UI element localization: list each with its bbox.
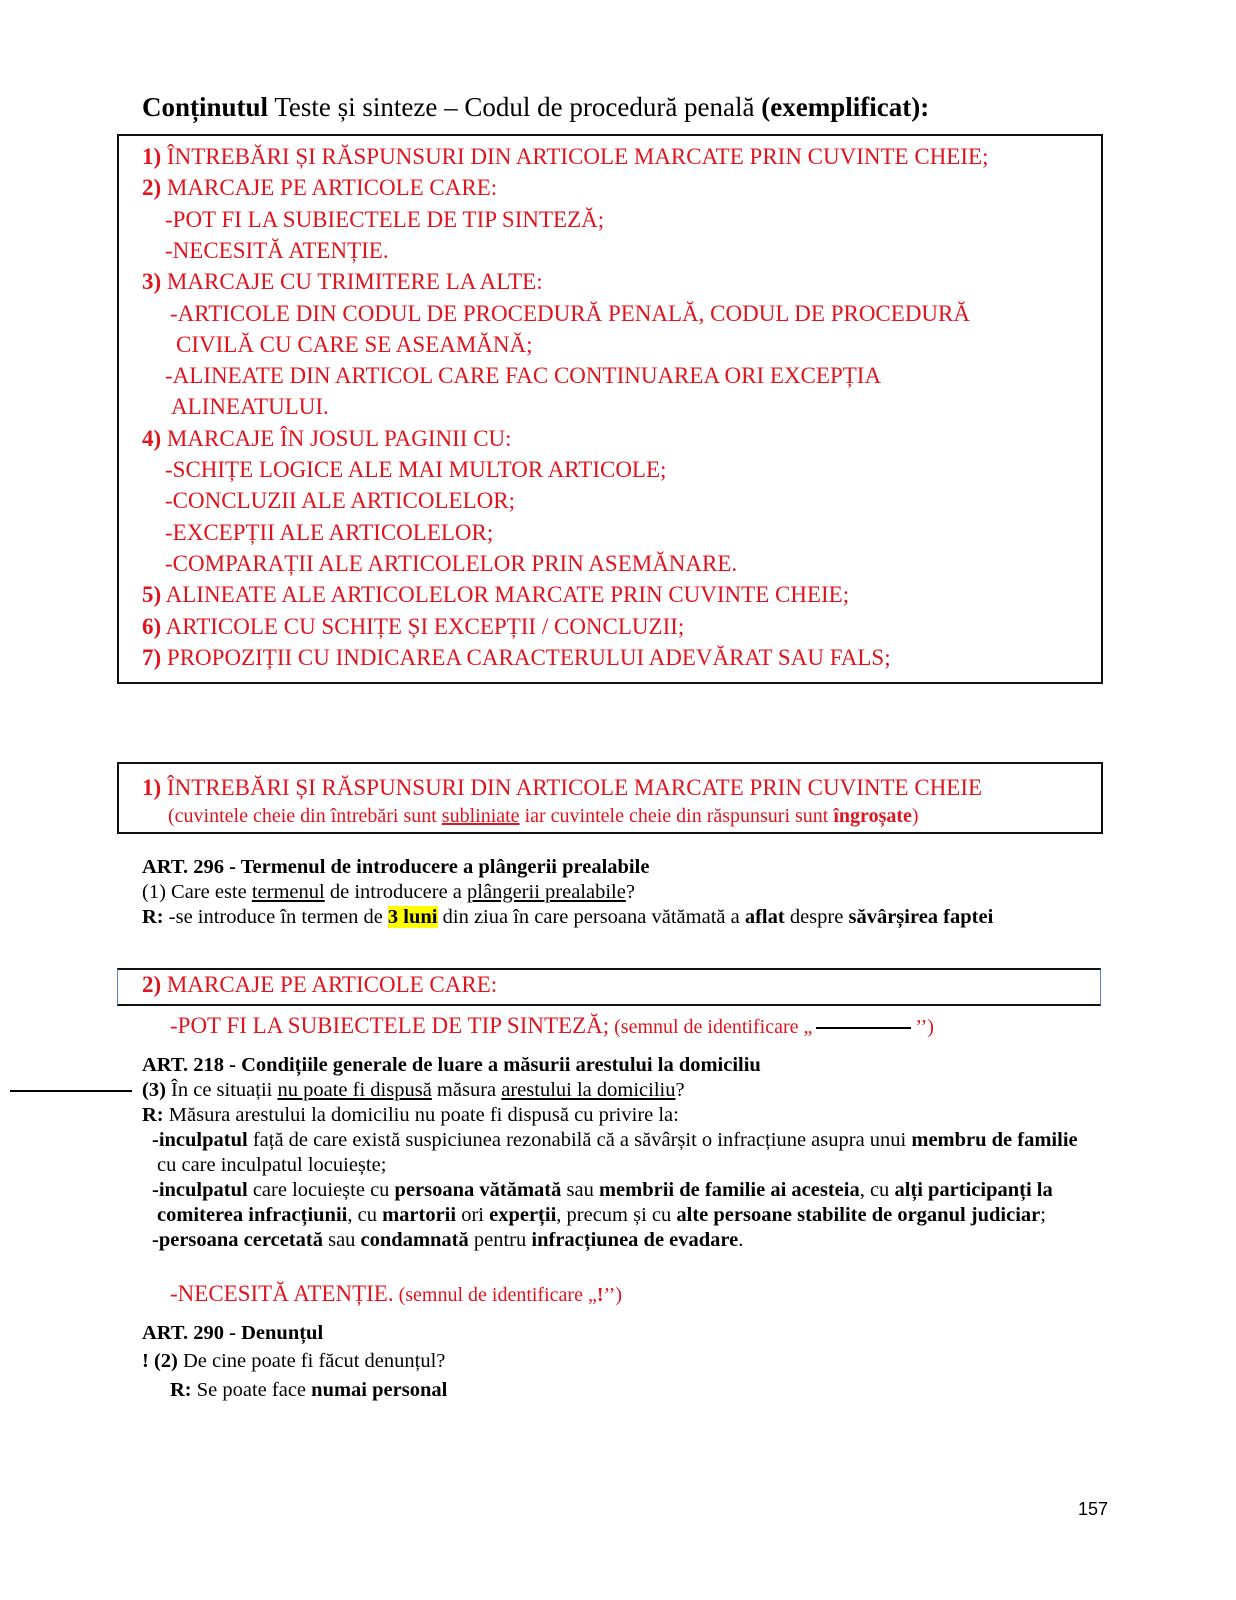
exclamation-marker-icon: ! <box>596 1284 604 1306</box>
article-296-title: ART. 296 - Termenul de introducere a plângerii prealabile <box>142 856 650 878</box>
answer-text: sau <box>322 1229 361 1251</box>
summary-item <box>165 456 666 484</box>
answer-text: Se poate face <box>191 1379 312 1401</box>
summary-item-text: -SCHIȚE LOGICE ALE MAI MULTOR ARTICOLE; <box>165 457 667 482</box>
answer-text: sau <box>561 1179 599 1201</box>
answer-bullet-1 <box>152 1128 1078 1153</box>
q-text: (1) Care este <box>142 881 252 903</box>
summary-item <box>165 519 493 547</box>
summary-item-num: 6) <box>142 613 162 639</box>
summary-item-text: CIVILĂ CU CARE SE ASEAMĂNĂ; <box>176 331 533 357</box>
summary-item-text: -CONCLUZII ALE ARTICOLELOR; <box>165 488 515 514</box>
answer-text: ori <box>456 1204 490 1226</box>
sub2-note: ’’) <box>603 1284 622 1306</box>
answer-keyword: alte persoane stabilite de organul judiciar <box>676 1204 1041 1226</box>
title-bold-prefix: Conținutul <box>142 92 269 122</box>
section2-sub1 <box>170 1012 934 1041</box>
answer-text: despre <box>784 906 849 928</box>
summary-item-text: ARTICOLE CU SCHIȚE ȘI EXCEPȚII / CONCLUZII; <box>161 613 685 639</box>
summary-item <box>142 425 512 453</box>
summary-item <box>142 581 849 609</box>
summary-item <box>142 143 988 171</box>
title-bold-suffix: (exemplificat): <box>761 92 930 122</box>
answer-keyword: -inculpatul <box>152 1179 248 1201</box>
q-num: (3) <box>142 1079 166 1101</box>
q-text: De cine poate fi făcut denunțul? <box>177 1350 446 1372</box>
summary-item-text: -EXCEPȚII ALE ARTICOLELOR; <box>165 519 494 545</box>
answer-keyword: experții <box>489 1204 557 1226</box>
summary-item <box>176 331 533 359</box>
q-text: ? <box>675 1079 685 1101</box>
q-keyword: termenul <box>251 881 325 903</box>
summary-item <box>165 550 737 578</box>
summary-item-num: 3) <box>142 269 162 295</box>
article-296-answer <box>142 905 993 930</box>
synthesis-marker-line <box>10 1090 132 1092</box>
sub1-note: (semnul de identificare „ <box>609 1016 813 1038</box>
answer-keyword: numai personal <box>311 1379 448 1401</box>
page-title <box>142 92 929 123</box>
sub1-note: ’’) <box>915 1016 934 1038</box>
answer-keyword: martorii <box>382 1204 457 1226</box>
summary-item <box>142 268 543 296</box>
note-text: (cuvintele cheie din întrebări sunt <box>168 805 442 827</box>
note-underlined: subliniate <box>441 805 520 827</box>
summary-item-num: 2) <box>142 175 162 201</box>
answer-keyword: condamnată <box>360 1229 469 1251</box>
summary-item <box>165 362 881 390</box>
answer-keyword: alți participanți la <box>894 1179 1053 1201</box>
answer-keyword: săvârșirea faptei <box>848 906 994 928</box>
sub2-note: (semnul de identificare „ <box>393 1284 597 1306</box>
answer-bullet-2-cont <box>157 1203 1046 1228</box>
article-218-title: ART. 218 - Condițiile generale de luare a măsurii arestului la domiciliu <box>142 1054 761 1076</box>
answer-text: , cu <box>347 1204 383 1226</box>
answer-text: Măsura arestului la domiciliu nu poate fi dispusă cu privire la: <box>163 1104 679 1126</box>
summary-item-text: MARCAJE ÎN JOSUL PAGINII CU: <box>161 425 512 451</box>
answer-highlight: 3 luni <box>387 906 438 928</box>
dash-marker-icon <box>816 1027 911 1029</box>
summary-item-text: -COMPARAȚII ALE ARTICOLELOR PRIN ASEMĂNARE. <box>165 550 738 576</box>
summary-item-num: 1) <box>142 144 162 169</box>
answer-keyword: comiterea infracțiunii <box>157 1204 348 1226</box>
answer-label: R: <box>170 1379 192 1401</box>
q-text: ? <box>625 881 635 903</box>
q-text: de introducere a <box>324 881 468 903</box>
q-text: măsura <box>431 1079 502 1101</box>
article-218-answer-intro <box>142 1103 679 1128</box>
summary-item-num: 7) <box>142 644 162 670</box>
summary-item <box>165 206 604 234</box>
summary-item-text: -POT FI LA SUBIECTELE DE TIP SINTEZĂ; <box>165 206 605 232</box>
summary-item-text: ÎNTREBĂRI ȘI RĂSPUNSURI DIN ARTICOLE MARCATE PRIN CUVINTE CHEIE; <box>161 144 989 169</box>
title-middle: Teste și sinteze – Codul de procedură penală <box>268 92 762 122</box>
answer-text: din ziua în care persoana vătămată a <box>437 906 745 928</box>
summary-item-text: MARCAJE PE ARTICOLE CARE: <box>161 175 498 201</box>
answer-keyword: -persoana cercetată <box>152 1229 323 1251</box>
summary-item <box>171 393 329 421</box>
summary-item-text: ALINEATE ALE ARTICOLELOR MARCATE PRIN CUVINTE CHEIE; <box>161 582 850 608</box>
sub1-text: -POT FI LA SUBIECTELE DE TIP SINTEZĂ; <box>170 1013 610 1038</box>
section2-num: 2) <box>142 972 162 997</box>
page-number: 157 <box>1078 1499 1109 1519</box>
summary-item-text: -ALINEATE DIN ARTICOL CARE FAC CONTINUAREA ORI EXCEPȚIA <box>165 363 882 389</box>
summary-item-text: PROPOZIȚII CU INDICAREA CARACTERULUI ADEVĂRAT SAU FALS; <box>161 644 891 670</box>
summary-item-num: 4) <box>142 425 162 451</box>
answer-text: pentru <box>468 1229 532 1251</box>
summary-item <box>142 644 891 672</box>
q-text: În ce situații <box>165 1079 278 1101</box>
note-text: iar cuvintele cheie din răspunsuri sunt <box>519 805 834 827</box>
summary-item <box>142 174 497 202</box>
answer-bullet-1-cont: cu care inculpatul locuiește; <box>157 1154 387 1176</box>
answer-bullet-2 <box>152 1178 1053 1203</box>
answer-text: care locuiește cu <box>247 1179 395 1201</box>
answer-keyword: membru de familie <box>911 1129 1078 1151</box>
article-296-question <box>142 880 635 905</box>
answer-label: R: <box>142 1104 164 1126</box>
answer-text: ; <box>1040 1204 1046 1226</box>
sub2-text: -NECESITĂ ATENȚIE. <box>170 1281 394 1306</box>
summary-item <box>165 237 389 265</box>
answer-keyword: membrii de familie ai acesteia <box>598 1179 860 1201</box>
q-keyword: arestului la domiciliu <box>501 1079 676 1101</box>
answer-keyword: persoana vătămată <box>394 1179 562 1201</box>
section1-note <box>168 802 919 830</box>
answer-text: . <box>738 1229 744 1251</box>
answer-text: față de care există suspiciunea rezonabilă că a săvârșit o infracțiune asupra unui <box>247 1129 912 1151</box>
article-218-question <box>142 1078 685 1103</box>
summary-item <box>165 487 515 515</box>
summary-item-text: -ARTICOLE DIN CODUL DE PROCEDURĂ PENALĂ, CODUL DE PROCEDURĂ <box>170 300 970 326</box>
answer-keyword: infracțiunea de evadare <box>531 1229 739 1251</box>
q-keyword: plângerii prealabile <box>467 881 626 903</box>
answer-text: , precum și cu <box>556 1204 677 1226</box>
article-290-answer <box>170 1378 447 1403</box>
summary-item <box>142 613 684 641</box>
answer-label: R: <box>142 906 164 928</box>
article-290-question <box>142 1349 445 1374</box>
summary-item <box>170 300 970 328</box>
answer-bullet-3 <box>152 1228 743 1253</box>
section1-heading-text: ÎNTREBĂRI ȘI RĂSPUNSURI DIN ARTICOLE MARCATE PRIN CUVINTE CHEIE <box>161 775 983 800</box>
answer-keyword: aflat <box>744 906 785 928</box>
answer-text: , cu <box>859 1179 895 1201</box>
summary-item-text: -NECESITĂ ATENȚIE. <box>165 237 389 263</box>
note-text: ) <box>911 805 919 827</box>
q-keyword: nu poate fi dispusă <box>277 1079 432 1101</box>
section2-sub2 <box>170 1280 622 1309</box>
summary-item-text: ALINEATULUI. <box>171 394 329 420</box>
q-num: ! (2) <box>142 1350 178 1372</box>
article-290-title: ART. 290 - Denunțul <box>142 1322 324 1344</box>
summary-item-text: MARCAJE CU TRIMITERE LA ALTE: <box>161 269 543 295</box>
summary-item-num: 5) <box>142 582 162 608</box>
answer-keyword: -inculpatul <box>152 1129 248 1151</box>
section2-heading <box>142 971 497 999</box>
section1-heading <box>142 774 982 802</box>
answer-text: -se introduce în termen de <box>163 906 388 928</box>
note-bold: îngroșate <box>833 805 912 827</box>
section2-heading-text: MARCAJE PE ARTICOLE CARE: <box>161 972 498 997</box>
section1-num: 1) <box>142 775 162 800</box>
